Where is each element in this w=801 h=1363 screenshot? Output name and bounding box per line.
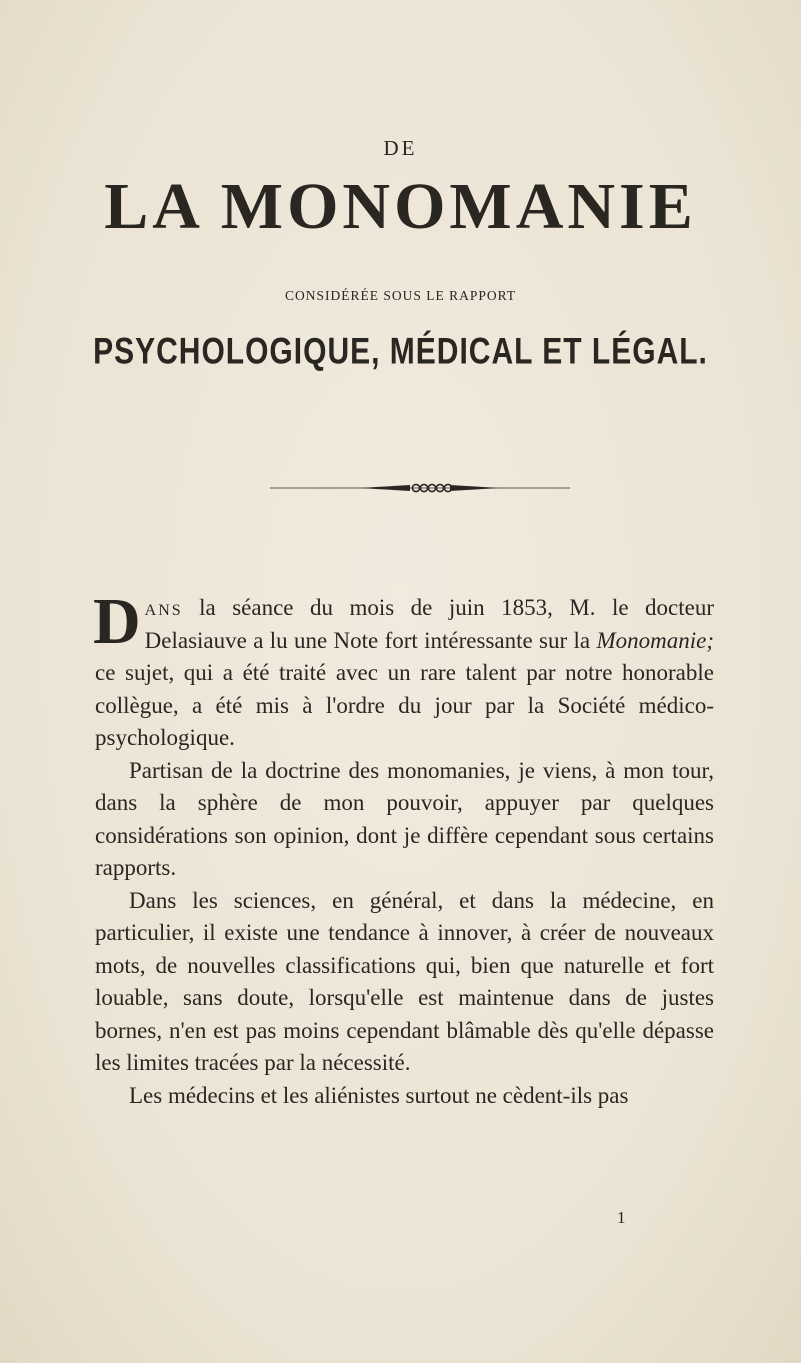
main-title: LA MONOMANIE <box>104 170 697 243</box>
paragraph-4: Les médecins et les aliénistes surtout ne cèdent-ils pas <box>129 1082 629 1108</box>
drop-cap: D <box>93 585 141 658</box>
paragraph-2: Partisan de la doctrine des monomanies, je viens, à mon tour, dans la sphère de mon pouvoir, appuyer par quelques considérations son opinion, dont je diffère cependant sous certains rapports. <box>95 757 714 880</box>
ornament-divider <box>270 478 570 498</box>
subtitle-small: CONSIDÉRÉE SOUS LE RAPPORT <box>284 288 517 303</box>
paragraph-1-text-a: la séance du mois de juin 1853, M. le docteur Delasiauve a lu une Note fort intéressante sur la <box>144 595 714 653</box>
paragraph-1-italic: Monomanie; <box>596 627 714 653</box>
first-word-rest: ans <box>144 595 183 620</box>
subtitle-large: PSYCHOLOGIQUE, MÉDICAL ET LÉGAL. <box>93 330 708 372</box>
body-text <box>93 585 714 1112</box>
pre-title: DE <box>383 136 418 160</box>
paragraph-1 <box>93 585 714 755</box>
signature-mark: 1 <box>617 1208 626 1227</box>
paragraph-1-text-b: ce sujet, qui a été traité avec un rare talent par notre honorable collègue, a été mis à l'ordre du jour par la Société médico-psychologique. <box>95 660 714 750</box>
paragraph-3: Dans les sciences, en général, et dans la médecine, en particulier, il existe une tendance à innover, à créer de nouveaux mots, de nouvelles classifications qui, bien que naturelle et fort louable, sans doute, lorsqu'elle est maintenue dans de justes bornes, n'en est pas moins cependant blâmable dès qu'elle dépasse les limites tracées par la nécessité. <box>95 887 714 1075</box>
